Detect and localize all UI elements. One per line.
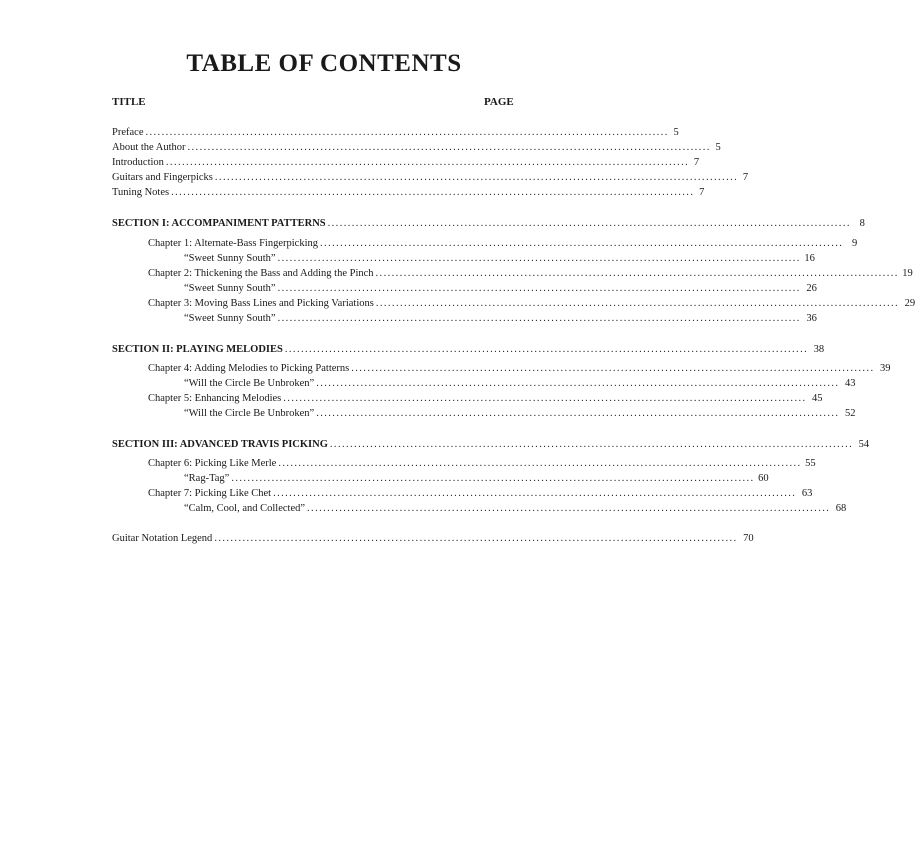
- toc-entry-page-number: 54: [858, 439, 870, 450]
- toc-entry-page-number: 26: [806, 283, 817, 294]
- toc-entry: [112, 155, 700, 170]
- toc-entry-title: “Sweet Sunny South”: [184, 283, 276, 294]
- dot-leader: ..................................................................................................................................: [171, 187, 695, 198]
- toc-entry: [148, 361, 891, 376]
- toc-entry-title: Preface: [112, 127, 144, 138]
- dot-leader: ..................................................................................................................................: [214, 533, 738, 544]
- toc-entry-page-number: 9: [852, 238, 858, 249]
- toc-entry-title: “Will the Circle Be Unbroken”: [184, 408, 315, 419]
- dot-leader: ..................................................................................................................................: [277, 283, 801, 294]
- toc-entry: [112, 216, 865, 231]
- toc-entry-page-number: 60: [758, 473, 769, 484]
- dot-leader: ..................................................................................................................................: [351, 363, 875, 374]
- toc-entry-title: Chapter 2: Thickening the Bass and Adding the Pinch: [148, 268, 374, 279]
- dot-leader: ..................................................................................................................................: [329, 439, 854, 450]
- dot-leader: ..................................................................................................................................: [278, 458, 802, 469]
- dot-leader: ..................................................................................................................................: [145, 127, 669, 138]
- toc-entry-title: SECTION III: ADVANCED TRAVIS PICKING: [112, 439, 328, 450]
- dot-leader: ..................................................................................................................................: [231, 473, 755, 484]
- toc-entry-page-number: 36: [806, 313, 817, 324]
- toc-entry: [112, 170, 749, 185]
- dot-leader: ..................................................................................................................................: [320, 238, 844, 249]
- toc-entry-page-number: 5: [715, 142, 721, 153]
- toc-entry-page-number: 29: [904, 298, 915, 309]
- toc-entry: [184, 281, 817, 296]
- toc-entry: [112, 125, 679, 140]
- toc-entry: [112, 437, 870, 452]
- dot-leader: ..................................................................................................................................: [277, 313, 801, 324]
- toc-entry-page-number: 43: [844, 378, 856, 389]
- toc-entry-title: “Sweet Sunny South”: [184, 253, 276, 264]
- toc-entry-title: Introduction: [112, 157, 164, 168]
- toc-entry-page-number: 19: [902, 268, 913, 279]
- toc-entry: [184, 376, 856, 391]
- toc-entry-title: About the Author: [112, 142, 186, 153]
- toc-entry: [184, 251, 815, 266]
- toc-entry: [112, 342, 825, 357]
- dot-leader: ..................................................................................................................................: [316, 408, 840, 419]
- toc-entry-title: “Sweet Sunny South”: [184, 313, 276, 324]
- toc-entry-page-number: 55: [805, 458, 816, 469]
- toc-entry: [112, 140, 721, 155]
- toc-entry-page-number: 16: [804, 253, 815, 264]
- toc-entry-title: Chapter 1: Alternate-Bass Fingerpicking: [148, 238, 319, 249]
- toc-entry-page-number: 38: [813, 344, 825, 355]
- toc-entry-page-number: 7: [699, 187, 705, 198]
- toc-entry-page-number: 63: [801, 488, 813, 499]
- toc-entry-page-number: 45: [812, 393, 823, 404]
- page-column-header: PAGE: [484, 96, 514, 108]
- dot-leader: ..................................................................................................................................: [375, 268, 899, 279]
- title-column-header: TITLE: [112, 96, 146, 108]
- toc-entry: [184, 406, 856, 421]
- toc-entry: [112, 185, 705, 200]
- dot-leader: ..................................................................................................................................: [316, 378, 840, 389]
- dot-leader: ..................................................................................................................................: [273, 488, 797, 499]
- dot-leader: ..................................................................................................................................: [284, 344, 809, 355]
- toc-entry-page-number: 39: [879, 363, 891, 374]
- toc-entry-title: “Rag-Tag”: [184, 473, 230, 484]
- toc-entry: [148, 456, 816, 471]
- toc-entry-page-number: 68: [835, 503, 847, 514]
- toc-entry-title: Chapter 7: Picking Like Chet: [148, 488, 272, 499]
- toc-entry-page-number: 52: [844, 408, 856, 419]
- dot-leader: ..................................................................................................................................: [187, 142, 711, 153]
- toc-entry: [148, 486, 813, 501]
- toc-entry: [148, 391, 823, 406]
- toc-entry-title: Chapter 6: Picking Like Merle: [148, 458, 277, 469]
- dot-leader: ..................................................................................................................................: [327, 218, 851, 229]
- toc-entry-page-number: 5: [673, 127, 679, 138]
- toc-entry-page-number: 8: [859, 218, 865, 229]
- toc-entry-title: Chapter 5: Enhancing Melodies: [148, 393, 282, 404]
- toc-entry: [184, 501, 847, 516]
- dot-leader: ..................................................................................................................................: [214, 172, 739, 183]
- toc-entry: [148, 296, 915, 311]
- dot-leader: ..................................................................................................................................: [277, 253, 801, 264]
- toc-entry: [184, 311, 817, 326]
- toc-entry-title: SECTION I: ACCOMPANIMENT PATTERNS: [112, 218, 326, 229]
- toc-entry-title: Chapter 3: Moving Bass Lines and Picking Variations: [148, 298, 374, 309]
- dot-leader: ..................................................................................................................................: [165, 157, 690, 168]
- toc-entry-title: “Calm, Cool, and Collected”: [184, 503, 306, 514]
- toc-entry: [148, 236, 858, 251]
- toc-entry-title: Tuning Notes: [112, 187, 170, 198]
- toc-entry-title: Chapter 4: Adding Melodies to Picking Patterns: [148, 363, 350, 374]
- toc-entry-title: “Will the Circle Be Unbroken”: [184, 378, 315, 389]
- toc-entry: [184, 471, 769, 486]
- toc-entry-page-number: 7: [693, 157, 700, 168]
- page-title: TABLE OF CONTENTS: [186, 50, 462, 77]
- toc-entry-title: SECTION II: PLAYING MELODIES: [112, 344, 283, 355]
- toc-entry: [148, 266, 913, 281]
- toc-entry-title: Guitar Notation Legend: [112, 533, 213, 544]
- dot-leader: ..................................................................................................................................: [375, 298, 900, 309]
- dot-leader: ..................................................................................................................................: [307, 503, 831, 514]
- toc-entry-page-number: 70: [743, 533, 754, 544]
- dot-leader: ..................................................................................................................................: [283, 393, 807, 404]
- toc-entry-page-number: 7: [742, 172, 749, 183]
- toc-entry-title: Guitars and Fingerpicks: [112, 172, 213, 183]
- toc-entry: [112, 531, 754, 546]
